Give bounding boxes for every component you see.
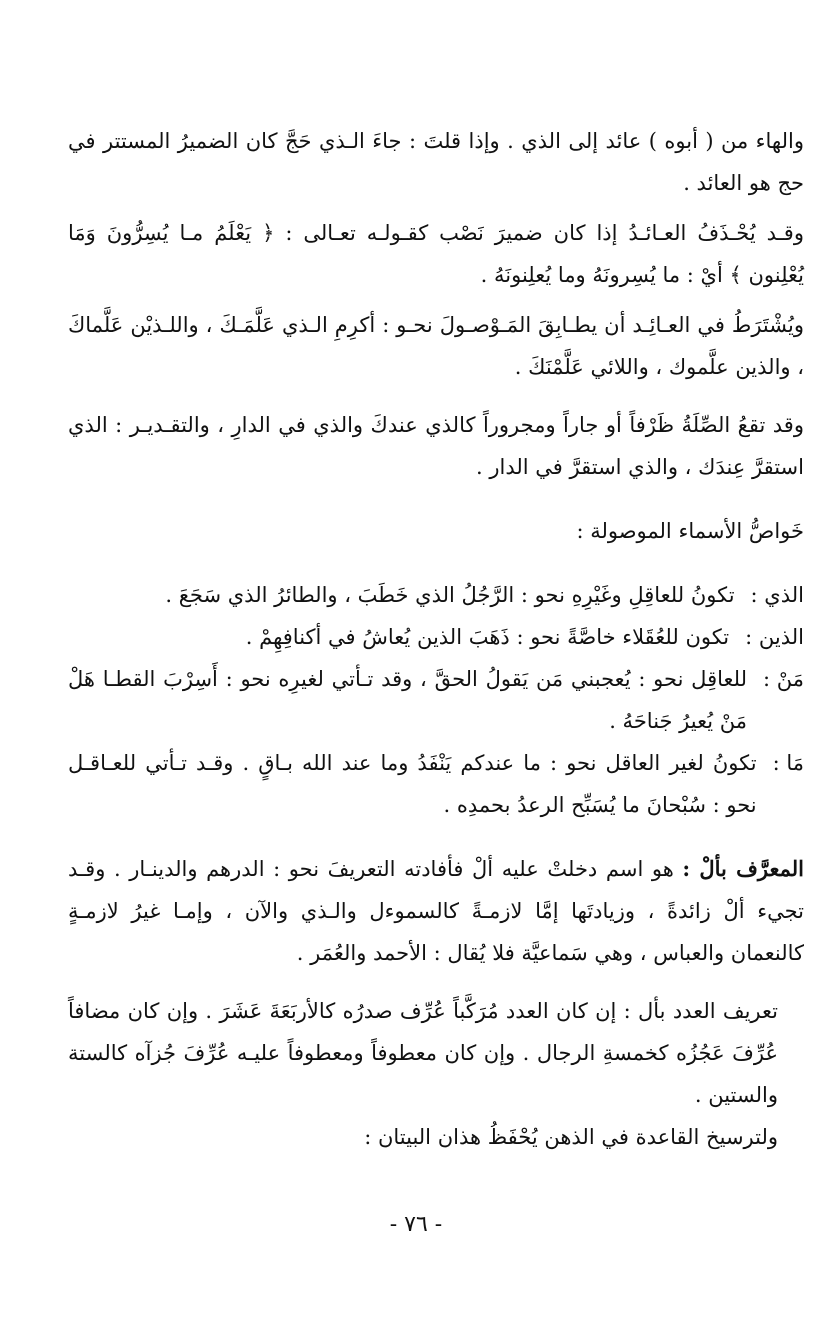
paragraph-omitted-pronoun: وقـد يُحْـذَفُ العـائـدُ إذا كان ضميرَ نَصْب كقـولـه تعـالى : ﴿ يَعْلَمُ مـا يُسِرُّونَ وَمَا يُعْلِنون ﴾ أيْ : ما يُسِرونَهُ وما يُعلِنونَهُ .	[68, 221, 804, 287]
definition-ma	[68, 742, 804, 826]
definition-text: تكونُ للعاقِلِ وغَيْرِهِ نحو : الرَّجُلُ الذي خَطَبَ ، والطائرُ الذي سَجَعَ .	[165, 583, 735, 607]
definition-term: مَا :	[772, 751, 804, 775]
definition-text: تكون للعُقَلاء خاصَّةً نحو : ذَهَبَ الذين يُعاشُ في أكنافِهِمْ .	[245, 625, 730, 649]
section-heading-relative-properties: خَواصُّ الأسماء الموصولة :	[576, 519, 804, 543]
paragraph-returning-pronoun: والهاء من ( أبوه ) عائد إلى الذي . وإذا قلتَ : جاءَ الـذي حَجَّ كان الضميرُ المستتر في حج هو العائد .	[68, 129, 804, 195]
paragraph-adverbial-relative: وقد تقعُ الصِّلَةُ ظَرْفاً أو جاراً ومجروراً كالذي عندكَ والذي في الدارِ ، والتقـديـر : الذي استقرَّ عِندَك ، والذي استقرَّ في الدار .	[68, 413, 804, 479]
definition-term: مَنْ :	[763, 667, 804, 691]
definition-term: الذين :	[745, 625, 804, 649]
definition-man	[68, 658, 804, 742]
page-number: - ٧٦ -	[389, 1212, 443, 1237]
definition-text: تكونُ لغير العاقل نحو : ما عندكم يَنْفَدُ وما عند الله بـاقٍ . وقـد تـأتي للعـاقـل نحو : سُبْحانَ ما يُسَبِّح الرعدُ بحمدِه .	[68, 751, 757, 817]
page-body	[68, 120, 804, 1158]
paragraph-definite-article	[68, 848, 804, 974]
paragraph-closing: ولترسيخ القاعدة في الذهن يُحْفَظُ هذان البيتان :	[364, 1125, 778, 1149]
paragraph-agreement: ويُشْتَرَطُ في العـائِـد أن يطـابِقَ المَـوْصـولَ نحـو : أكرِمِ الـذي عَلَّمَـكَ ، واللـذيْن عَلَّماكَ ، والذين علَّموك ، واللائي عَلَّمْنَكَ .	[68, 313, 804, 379]
definition-alladhina	[68, 616, 804, 658]
definition-alladhi	[68, 574, 804, 616]
definition-text: للعاقِل نحو : يُعجبني مَن يَقولُ الحقَّ ، وقد تـأتي لغيرِه نحو : أَسِرْبَ القطـا هَلْ مَنْ يُعيرُ جَناحَهُ .	[68, 667, 747, 733]
paragraph-number-definition: تعريف العدد بأل : إن كان العدد مُرَكَّباً عُرِّف صدرُه كالأربَعَةَ عَشَرَ . وإن كان مضافاً عُرِّفَ عَجُزُه كخمسةِ الرجال . وإن كان معطوفاً ومعطوفاً عليـه عُرِّفَ جُزآه كالستة والستين .	[68, 999, 778, 1107]
article-term: المعرَّف بألْ :	[682, 856, 804, 881]
definition-term: الذي :	[750, 583, 804, 607]
article-text: هو اسم دخلتْ عليه ألْ فأفادته التعريفَ نحو : الدرهم والدينـار . وقـد تجيء ألْ زائدةً ، وزيادتَها إمَّا لازمـةً كالسموءل والـذي والآن ، وإمـا غيرُ لازمـةٍ كالنعمان والعباس ، وهي سَماعيَّة فلا يُقال : الأحمد والعُمَر .	[68, 857, 804, 965]
